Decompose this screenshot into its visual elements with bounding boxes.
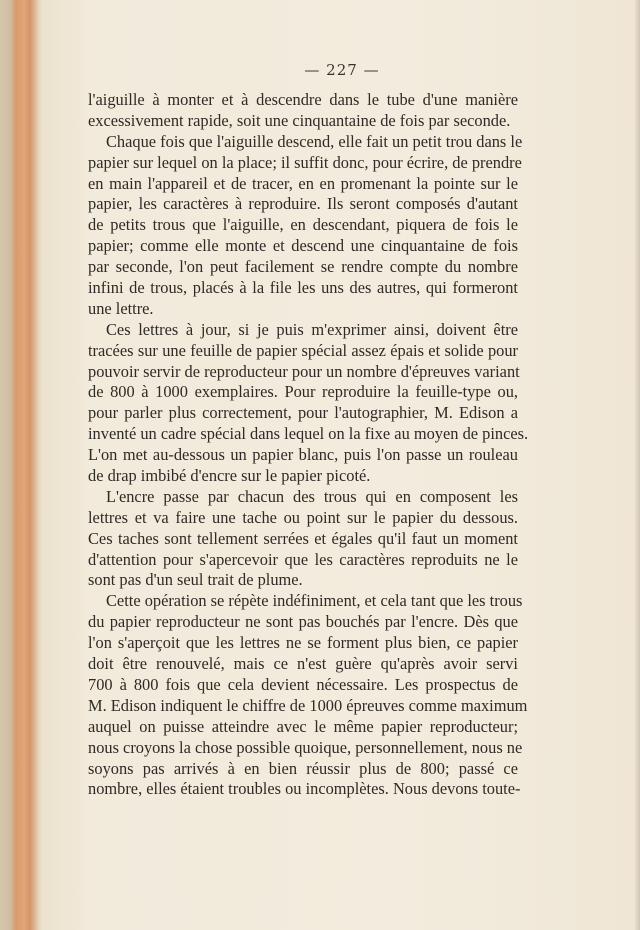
text-line: auquel on puisse atteindre avec le même papier reproducteur;: [88, 716, 518, 736]
text-line: en main l'appareil et de tracer, en en promenant la pointe sur le: [88, 173, 518, 193]
page-number: — 227 —: [304, 61, 380, 79]
text-line: inventé un cadre spécial dans lequel on la fixe au moyen de pinces.: [88, 424, 529, 444]
text-line: doit être renouvelé, mais ce n'est guère qu'après avoir servi: [88, 654, 518, 674]
text-line: papier sur lequel on la place; il suffit donc, pour écrire, de prendre: [88, 152, 522, 172]
text-line: M. Edison indiquent le chiffre de 1000 épreuves comme maximum: [88, 695, 528, 715]
text-line: pouvoir servir de reproducteur pour un nombre d'épreuves variant: [88, 361, 520, 381]
text-line: d'attention pour s'apercevoir que les caractères reproduits ne le: [88, 549, 518, 569]
page-edge-shadow: [634, 0, 640, 930]
text-line: sont pas d'un seul trait de plume.: [88, 570, 303, 590]
text-line: de 800 à 1000 exemplaires. Pour reproduire la feuille-type ou,: [88, 382, 518, 402]
text-line: 700 à 800 fois que cela devient nécessaire. Les prospectus de: [88, 674, 518, 694]
text-line: Ces lettres à jour, si je puis m'exprimer ainsi, doivent être: [106, 319, 518, 339]
text-line: de petits trous que l'aiguille, en descendant, piquera de fois le: [88, 215, 518, 235]
text-line: lettres et va faire une tache ou point sur le papier du dessous.: [88, 507, 518, 527]
text-line: Chaque fois que l'aiguille descend, elle fait un petit trou dans le: [106, 131, 523, 151]
text-line: L'on met au-dessous un papier blanc, puis l'on passe un rouleau: [88, 445, 518, 465]
text-line: Cette opération se répète indéfiniment, et cela tant que les trous: [106, 591, 523, 611]
text-line: par seconde, l'on peut facilement se rendre compte du nombre: [88, 257, 518, 277]
body-text: [88, 90, 529, 800]
book-spine: [0, 0, 44, 930]
text-line: infini de trous, placés à la file les uns des autres, qui formeront: [88, 278, 518, 298]
text-line: nous croyons la chose possible quoique, personnellement, nous ne: [88, 737, 523, 757]
text-line: papier; comme elle monte et descend une cinquantaine de fois: [88, 236, 518, 256]
text-line: une lettre.: [88, 298, 154, 318]
text-line: Ces taches sont tellement serrées et égales qu'il faut un moment: [88, 528, 518, 548]
text-line: de drap imbibé d'encre sur le papier picoté.: [88, 466, 371, 486]
text-line: du papier reproducteur ne sont pas bouchés par l'encre. Dès que: [88, 612, 518, 632]
text-line: l'aiguille à monter et à descendre dans le tube d'une manière: [88, 90, 518, 109]
text-line: excessivement rapide, soit une cinquantaine de fois par seconde.: [88, 110, 511, 130]
text-line: nombre, elles étaient troubles ou incomplètes. Nous devons toute-: [88, 779, 521, 799]
text-line: L'encre passe par chacun des trous qui en composent les: [106, 486, 518, 506]
text-line: papier, les caractères à reproduire. Ils seront composés d'autant: [88, 194, 518, 214]
text-line: tracées sur une feuille de papier spécial assez épais et solide pour: [88, 340, 518, 360]
text-line: soyons pas arrivés à en bien réussir plus de 800; passé ce: [88, 758, 518, 778]
book-page: [44, 0, 640, 930]
text-line: pour parler plus correctement, pour l'autographier, M. Edison a: [88, 403, 518, 423]
text-line: l'on s'aperçoit que les lettres ne se forment plus bien, ce papier: [88, 633, 518, 653]
